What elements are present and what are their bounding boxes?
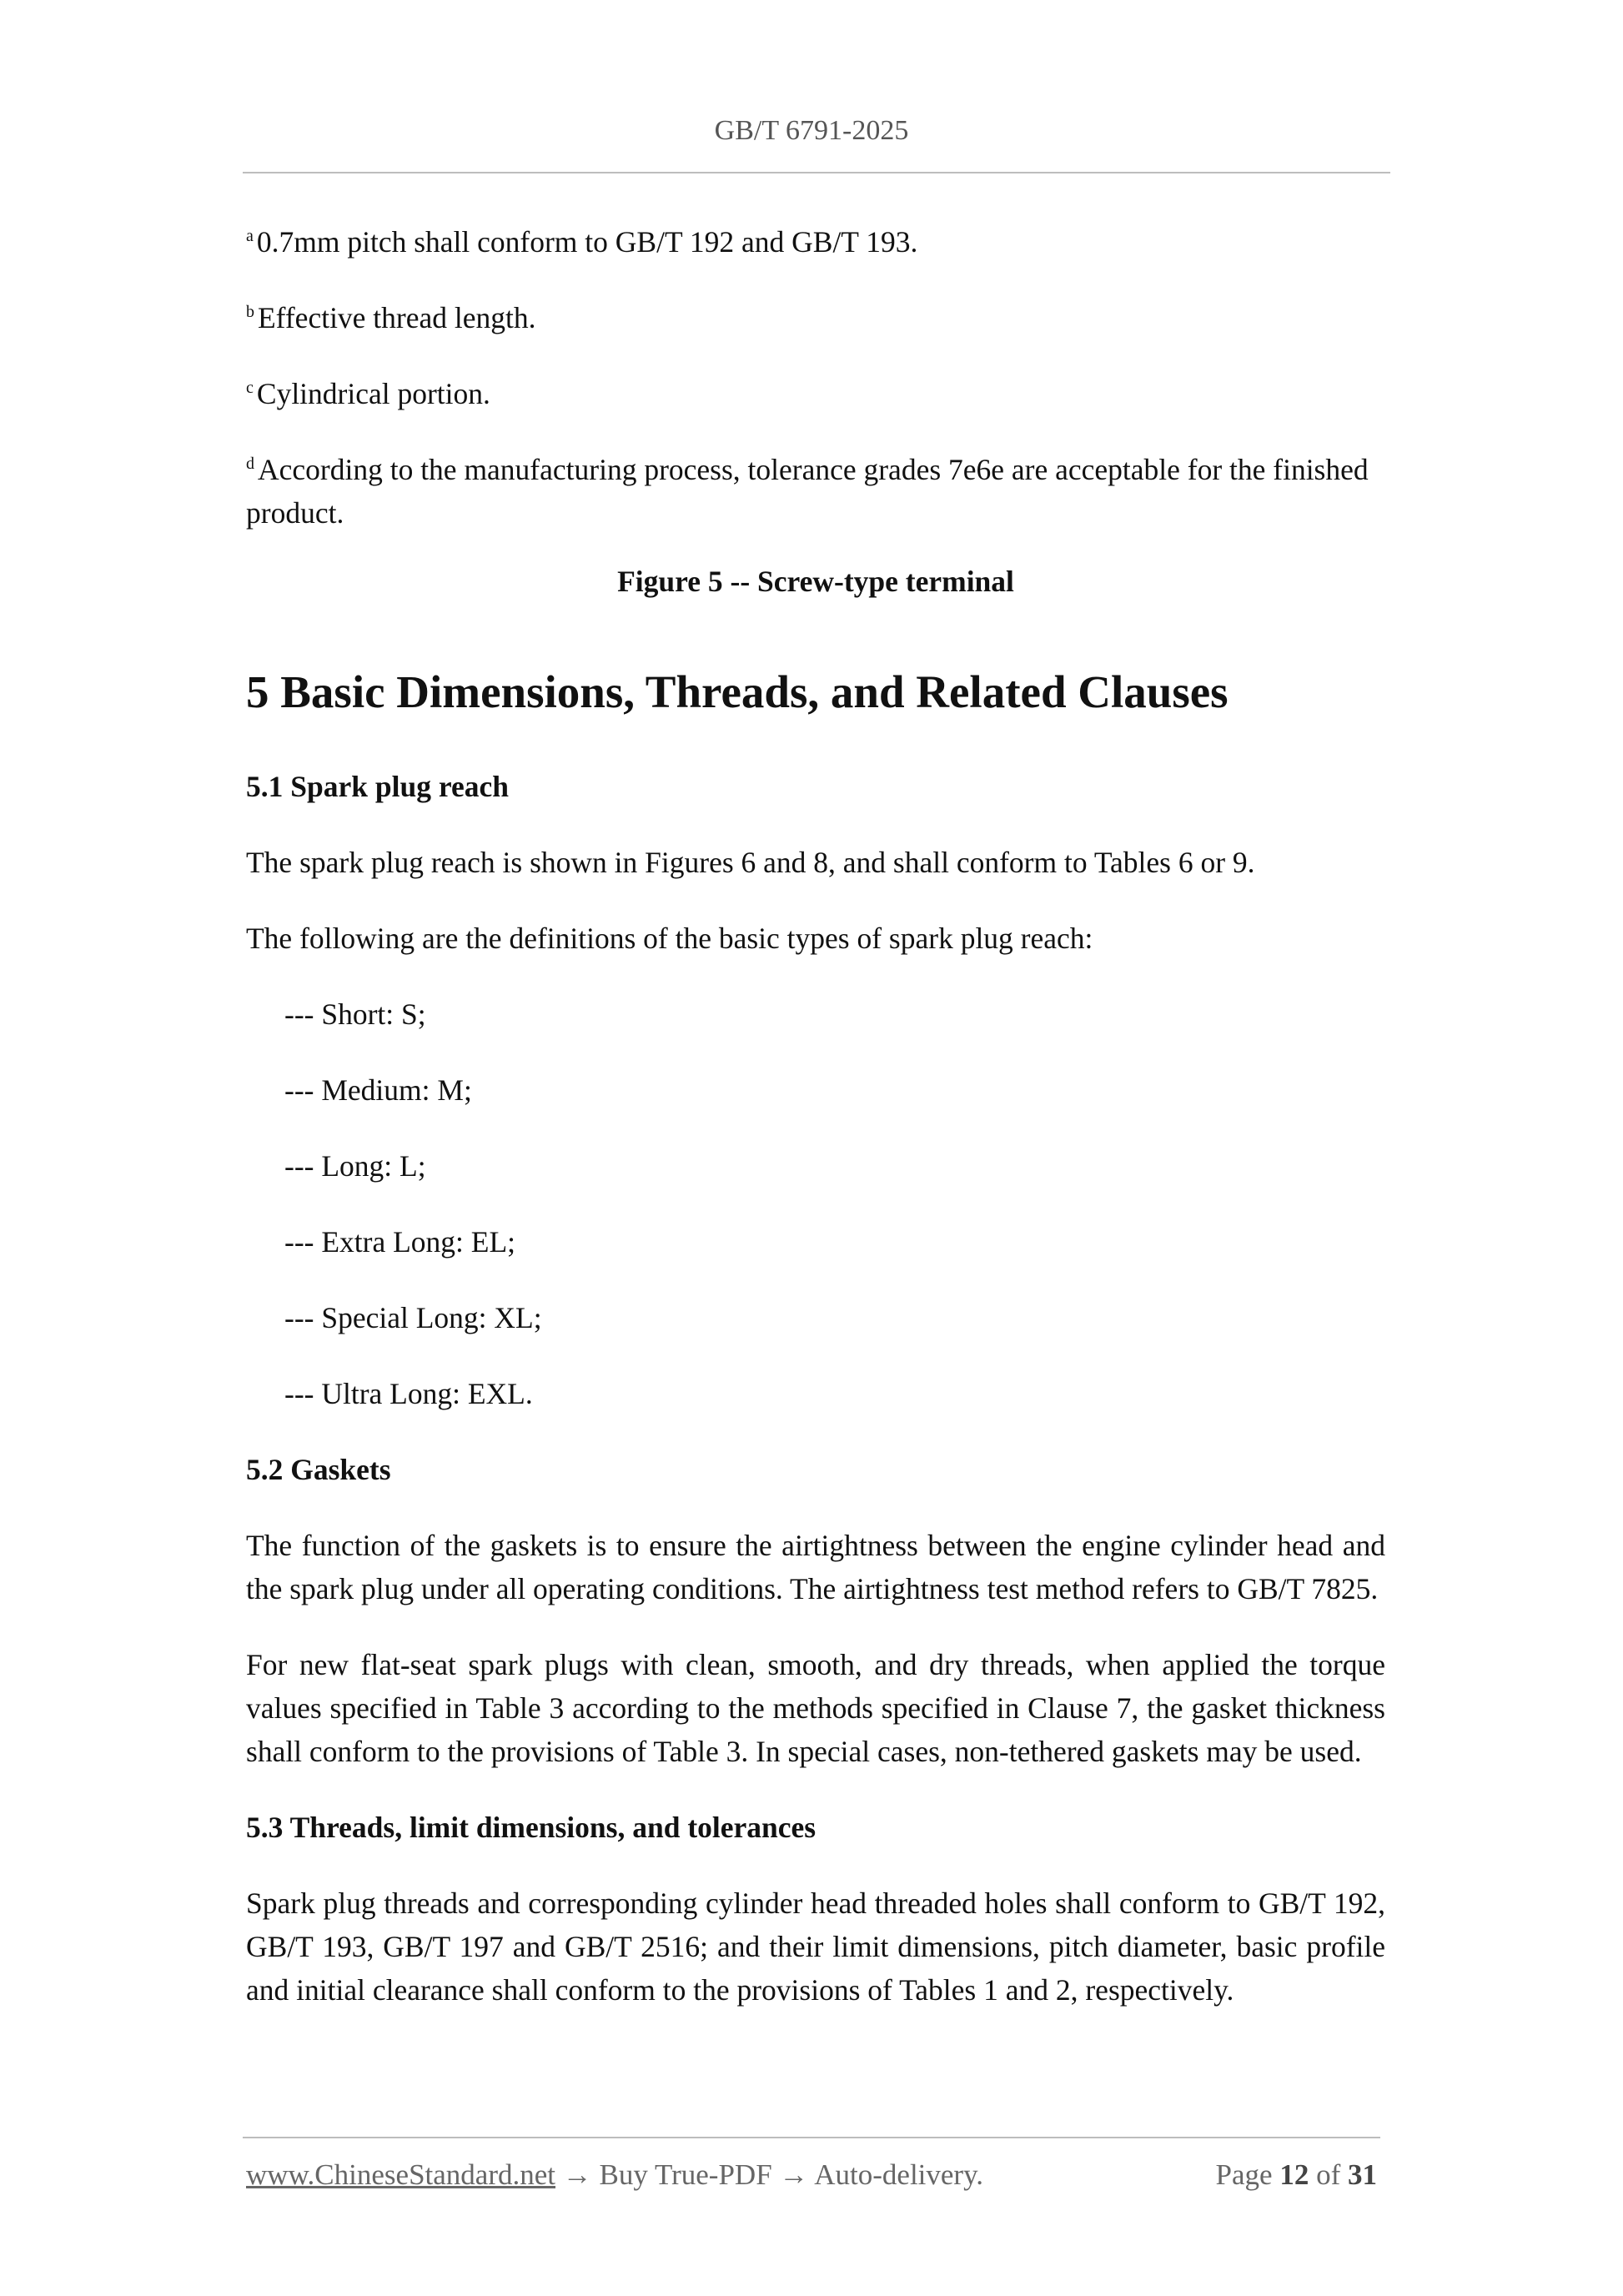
subsection-heading-5-1: 5.1 Spark plug reach — [246, 770, 509, 803]
footnote-marker: b — [246, 303, 254, 322]
page-label: Page — [1215, 2158, 1273, 2191]
footnote-b — [246, 296, 1385, 339]
list-item: --- Long: L; — [284, 1149, 426, 1183]
section-heading-5: 5 Basic Dimensions, Threads, and Related Clauses — [246, 666, 1229, 717]
subsection-heading-5-3: 5.3 Threads, limit dimensions, and tolerances — [246, 1811, 817, 1844]
site-link[interactable]: www.ChineseStandard.net — [246, 2158, 555, 2191]
total-pages: 31 — [1348, 2158, 1377, 2191]
arrow-right-icon: → — [779, 2158, 809, 2191]
paragraph: The spark plug reach is shown in Figures 6 and 8, and shall conform to Tables 6 or 9. — [246, 846, 1255, 879]
footnote-text: Effective thread length. — [258, 301, 536, 334]
arrow-right-icon: → — [562, 2158, 592, 2191]
page-header-title: GB/T 6791-2025 — [714, 115, 909, 146]
footnote-marker: c — [246, 379, 254, 398]
list-item: --- Special Long: XL; — [284, 1301, 542, 1334]
buy-pdf-text: Buy True-PDF — [599, 2158, 772, 2191]
list-item: --- Extra Long: EL; — [284, 1225, 515, 1259]
footer-divider — [243, 2137, 1380, 2138]
paragraph: Spark plug threads and corresponding cylinder head threaded holes shall conform to GB/T 192, GB/T 193, GB/T 197 and GB/T 2516; and their limit dimensions, pitch diameter, basic profile and initial clearance shall conform to the provisions of Tables 1 and 2, respectively. — [246, 1887, 1385, 2007]
footnote-a — [246, 220, 1385, 264]
page-number — [1216, 2153, 1377, 2197]
footnote-marker: a — [246, 227, 254, 246]
list-item: --- Short: S; — [284, 997, 426, 1031]
paragraph: The following are the definitions of the basic types of spark plug reach: — [246, 922, 1093, 955]
figure-caption: Figure 5 -- Screw-type terminal — [617, 565, 1014, 598]
list-item: --- Ultra Long: EXL. — [284, 1377, 533, 1410]
list-item: --- Medium: M; — [284, 1073, 472, 1107]
footnote-c — [246, 372, 1385, 415]
paragraph: For new flat-seat spark plugs with clean, smooth, and dry threads, when applied the torque values specified in Table 3 according to the methods specified in Clause 7, the gasket thickness shall conform to the provisions of Table 3. In special cases, non-tethered gaskets may be used. — [246, 1648, 1385, 1768]
footnote-text: 0.7mm pitch shall conform to GB/T 192 and GB/T 193. — [256, 225, 918, 259]
header-divider — [243, 172, 1390, 173]
of-label: of — [1316, 2158, 1341, 2191]
page-content — [246, 220, 1385, 2044]
footnote-text: According to the manufacturing process, tolerance grades 7e6e are acceptable for the finished product. — [246, 453, 1369, 530]
footer-promo — [246, 2153, 983, 2197]
current-page: 12 — [1279, 2158, 1309, 2191]
footnote-text: Cylindrical portion. — [256, 377, 490, 410]
paragraph: The function of the gaskets is to ensure the airtightness between the engine cylinder head and the spark plug under all operating conditions. The airtightness test method refers to GB/T 7825. — [246, 1529, 1385, 1605]
subsection-heading-5-2: 5.2 Gaskets — [246, 1453, 391, 1486]
footnote-d — [246, 448, 1385, 535]
auto-delivery-text: Auto-delivery. — [814, 2158, 984, 2191]
footnote-marker: d — [246, 455, 254, 474]
